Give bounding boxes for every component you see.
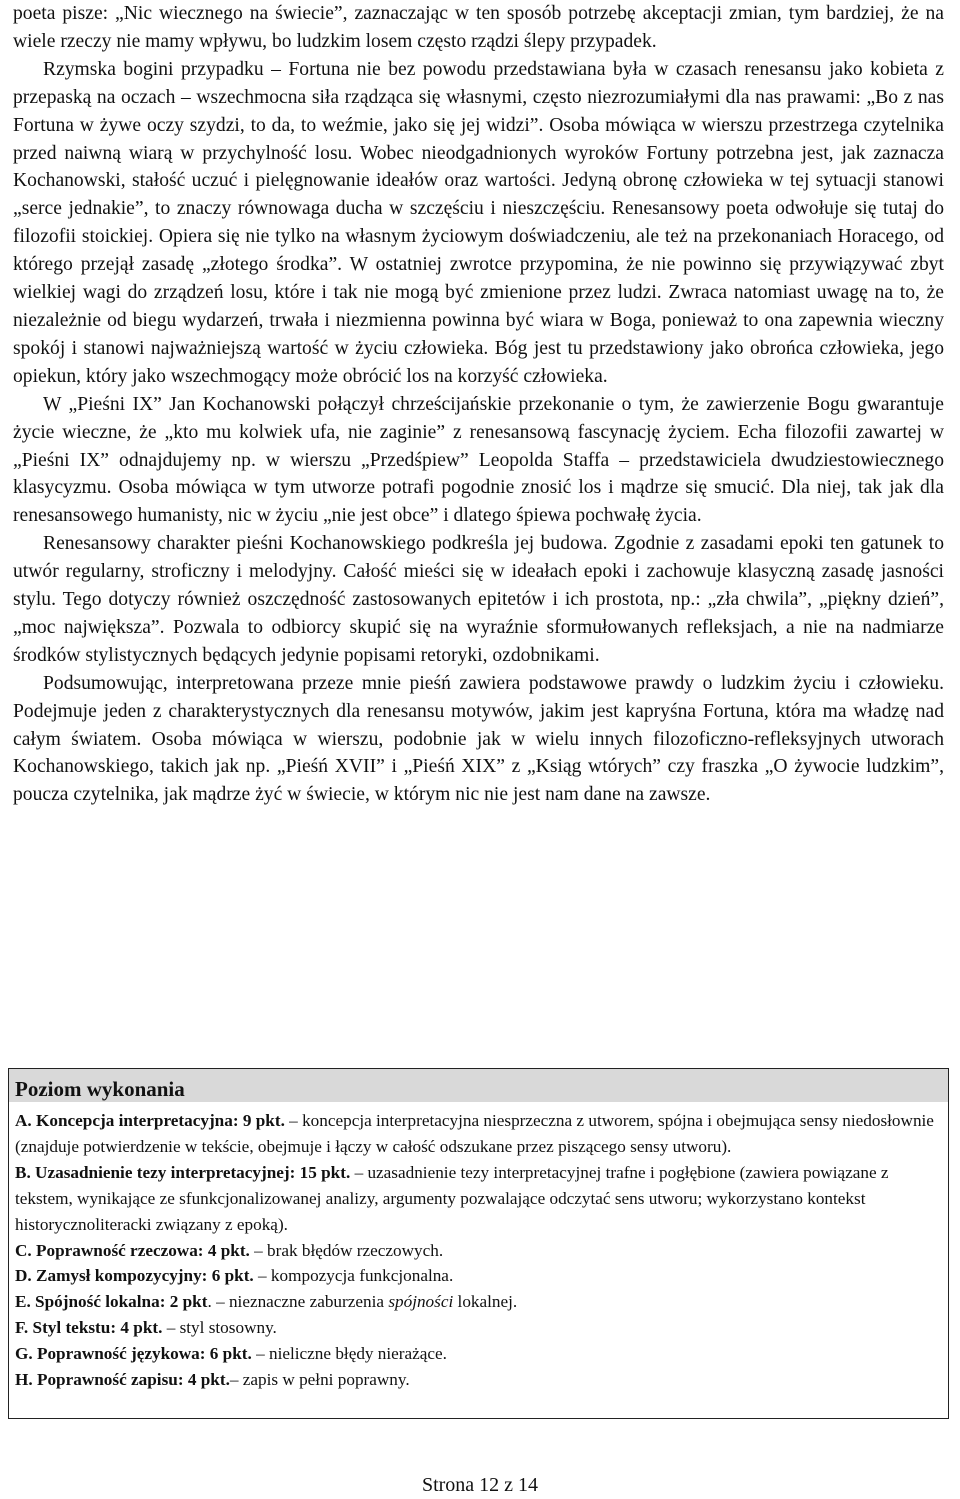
page-number: Strona 12 z 14 <box>421 1474 539 1496</box>
rubric-label-h: H. Poprawność zapisu: 4 pkt. <box>15 1370 230 1390</box>
rubric-box <box>8 1068 949 1419</box>
rubric-text-e: . – nieznaczne zaburzenia <box>207 1292 389 1312</box>
rubric-item-f <box>15 1315 942 1341</box>
rubric-item-c <box>15 1238 942 1264</box>
rubric-label-e: E. Spójność lokalna: 2 pkt <box>15 1292 208 1312</box>
essay-paragraph-3: W „Pieśni IX” Jan Kochanowski połączył chrześcijańskie przekonanie o tym, że zawierzenie Bogu gwarantuje życie wieczne, że „kto mu kolwiek ufa, nie zaginie” z renesansową fascynację życiem. Echa filozofii zawartej w „Pieśni IX” odnajdujemy np. w wierszu „Przedśpiew” Leopolda Staffa – przedstawiciela dwudziestowiecznego klasycyzmu. Osoba mówiąca w tym utworze potrafi pogodnie znosić los i mądrze się smucić. Dla niej, tak jak dla renesansowego humanisty, nic w życiu „nie jest obce” i dlatego śpiewa pochwałę życia. <box>13 393 944 527</box>
rubric-item-h <box>15 1367 942 1393</box>
rubric-body <box>9 1102 948 1393</box>
rubric-label-d: D. Zamysł kompozycyjny: 6 pkt. <box>15 1266 254 1286</box>
rubric-text-g: – nieliczne błędy nierażące. <box>251 1344 447 1364</box>
rubric-text-a: – koncepcja interpretacyjna niesprzeczna z utworem, spójna i obejmująca sensy niedosłownie (znajduje potwierdzenie w tekście, obejmuje i łączy w całość odszukane przez piszącego sensy utworu). <box>15 1111 934 1156</box>
essay-paragraph-5: Podsumowując, interpretowana przeze mnie pieśń zawiera podstawowe prawdy o ludzkim życiu i człowieku. Podejmuje jeden z charakterystycznych dla renesansu motywów, jakim jest kapryśna Fortuna, która ma władzę nad całym światem. Osoba mówiąca w wierszu, podobnie jak w wielu innych filozoficzno-refleksyjnych utworach Kochanowskiego, takich jak np. „Pieśń XVII” i „Pieśń XIX” z „Ksiąg wtórych” czy fraszka „O żywocie ludzkim”, poucza czytelnika, jak mądrze żyć w świecie, w którym nic nie jest nam dane na zawsze. <box>13 672 944 806</box>
rubric-item-e <box>15 1289 942 1315</box>
rubric-italic-e: spójności <box>388 1292 454 1312</box>
rubric-tail-e: lokalnej. <box>453 1292 518 1312</box>
rubric-text-c: – brak błędów rzeczowych. <box>249 1240 444 1260</box>
essay-paragraph-4: Renesansowy charakter pieśni Kochanowskiego podkreśla jej budowa. Zgodnie z zasadami epoki ten gatunek to utwór regularny, stroficzny i melodyjny. Całość mieści się w ideałach epoki i zachowuje klasyczną zasadę jasności stylu. Tego dotyczy również oszczędność zastosowanych epitetów i ich prostota, np.: „zła chwila”, „piękny dzień”, „moc największa”. Pozwala to odbiorcy skupić się na wyraźnie sformułowanych refleksjach, a nie na nadmiarze środków stylistycznych będących jedynie popisami retoryki, ozdobnikami. <box>13 533 944 666</box>
rubric-item-b <box>15 1160 942 1238</box>
rubric-item-a <box>15 1108 942 1160</box>
rubric-title: Poziom wykonania <box>9 1069 948 1102</box>
rubric-text-b: – uzasadnienie tezy interpretacyjnej trafne i pogłębione (zawiera powiązane z tekstem, wynikające ze sfunkcjonalizowanej analizy, argumenty pozwalające odczytać sens utworu; wykorzystano kontekst historycznoliteracki związany z epoką). <box>15 1162 889 1234</box>
essay-paragraph-2: Rzymska bogini przypadku – Fortuna nie bez powodu przedstawiana była w czasach renesansu jako kobieta z przepaską na oczach – wszechmocna siła rządząca się własnymi, często niezrozumiałymi dla nas prawami: „Bo z nas Fortuna w żywe oczy szydzi, to da, to weźmie, jako się jej widzi”. Osoba mówiąca w wierszu przestrzega czytelnika przed naiwną wiarą w przychylność losu. Wobec nieodgadnionych wyroków Fortuny potrzebna jest, jak zaznacza Kochanowski, stałość uczuć i pielęgnowanie ideałów oraz wartości. Jedyną obronę człowieka w tej sytuacji stanowi „serce jednakie”, to znaczy równowaga ducha w szczęściu i nieszczęściu. Renesansowy poeta odwołuje się tutaj do filozofii stoickiej. Opiera się nie tylko na własnym życiowym doświadczeniu, ale też na przekonaniach Horacego, od którego przejął zasadę „złotego środka”. W ostatniej zwrotce przypomina, że nie powinno się przywiązywać zbyt wielkiej wagi do zrządzeń losu, które i tak nie mogą być zmienione przez ludzi. Zwraca natomiast uwagę na to, że niezależnie od biegu wydarzeń, trwała i niezmienna powinna być wiara w Boga, ponieważ to ona zapewnia wieczny spokój i stanowi najważniejszą wartość w życiu człowieka. Bóg jest tu przedstawiony jako obrońca człowieka, jego opiekun, który jako wszechmogący może obrócić los na korzyść człowieka. <box>13 58 944 387</box>
rubric-label-a: A. Koncepcja interpretacyjna: 9 pkt. <box>15 1111 285 1130</box>
essay-text <box>13 0 944 809</box>
rubric-text-h: – zapis w pełni poprawny. <box>229 1370 410 1390</box>
rubric-item-g <box>15 1341 942 1367</box>
rubric-label-g: G. Poprawność językowa: 6 pkt. <box>15 1344 252 1364</box>
rubric-item-d <box>15 1263 942 1289</box>
rubric-label-f: F. Styl tekstu: 4 pkt. <box>15 1318 163 1338</box>
rubric-text-d: – kompozycja funkcjonalna. <box>253 1266 454 1286</box>
essay-paragraph-1: poeta pisze: „Nic wiecznego na świecie”, zaznaczając w ten sposób potrzebę akceptacji zmian, tym bardziej, że na wiele rzeczy nie mamy wpływu, bo ludzkim losem często rządzi ślepy przypadek. <box>13 3 944 52</box>
rubric-text-f: – styl stosowny. <box>162 1318 277 1338</box>
rubric-label-b: B. Uzasadnienie tezy interpretacyjnej: 15 pkt. <box>15 1162 351 1182</box>
rubric-label-c: C. Poprawność rzeczowa: 4 pkt. <box>15 1240 250 1260</box>
